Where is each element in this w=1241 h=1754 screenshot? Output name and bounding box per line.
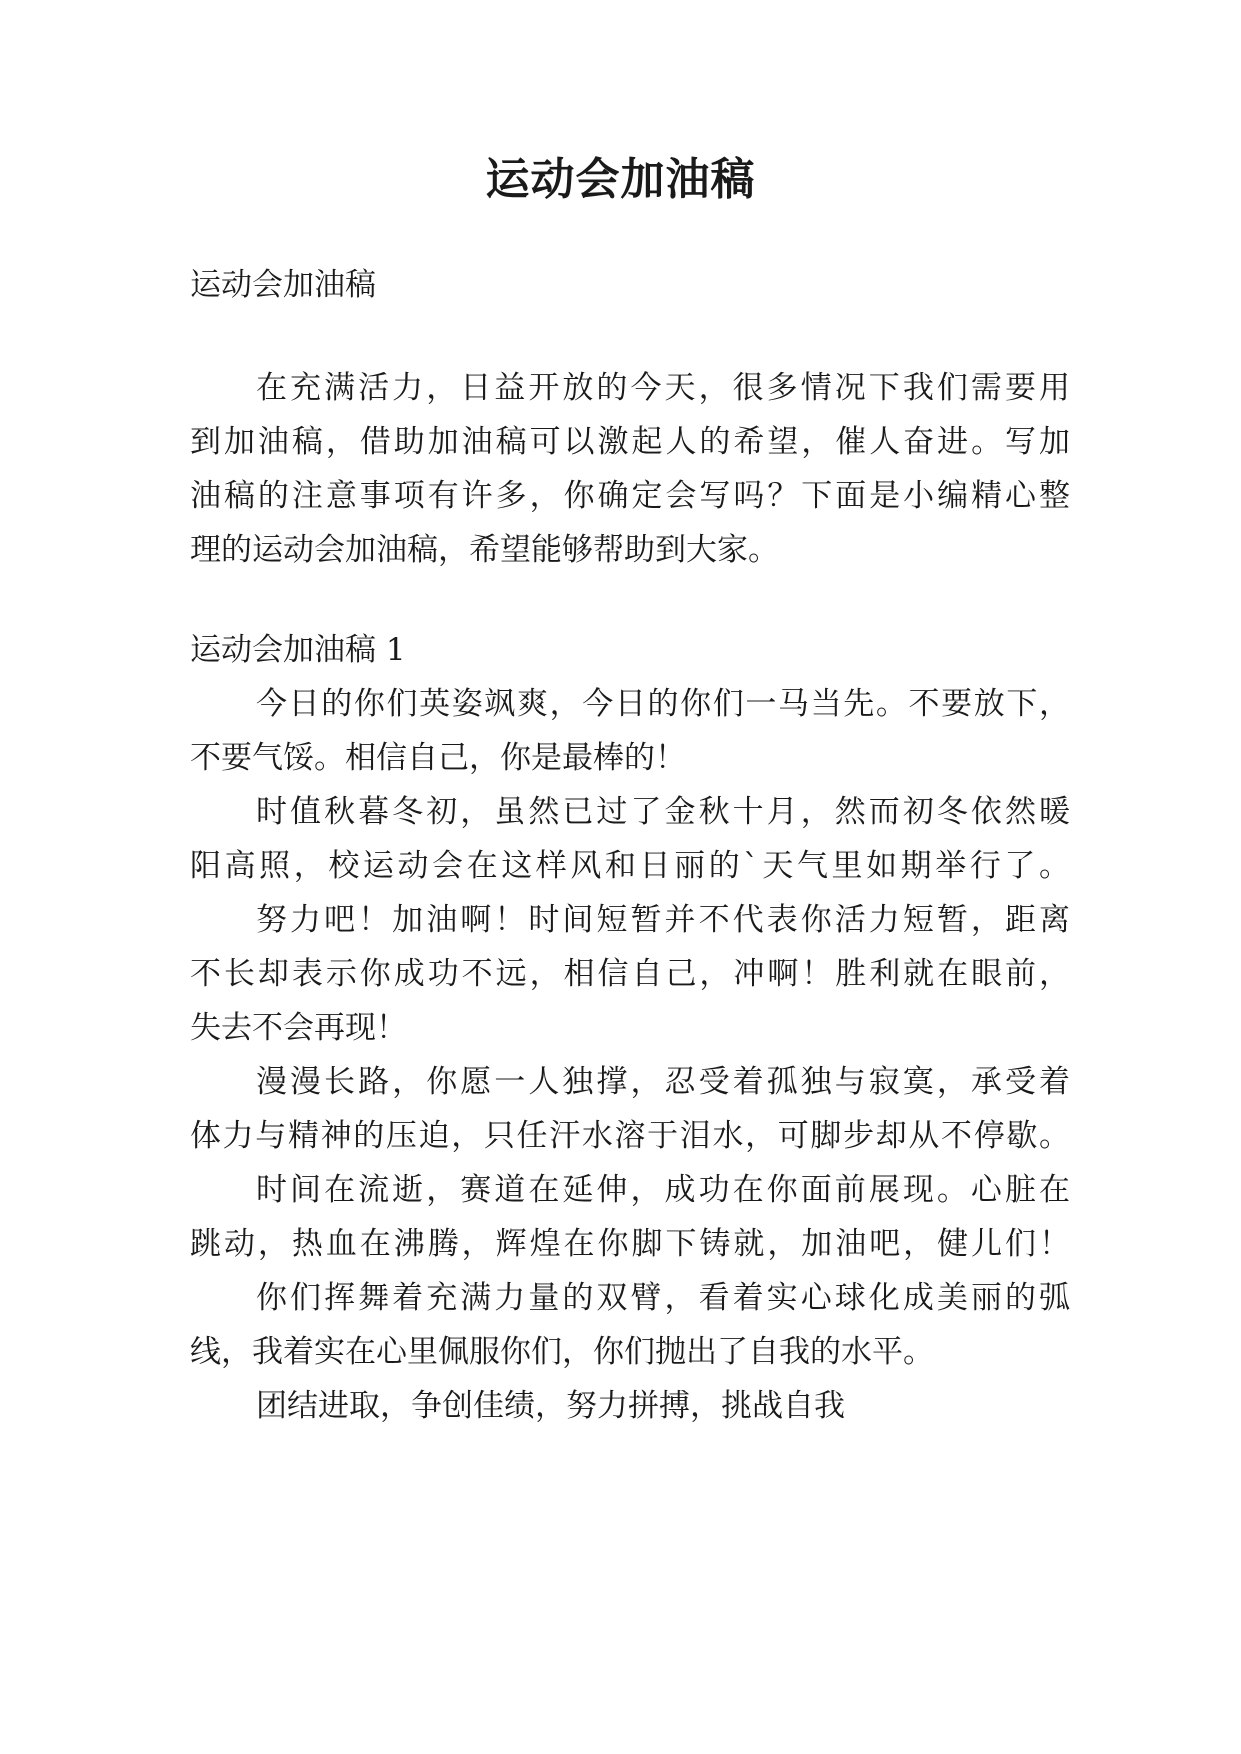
body-line: 跳动，热血在沸腾，辉煌在你脚下铸就，加油吧，健儿们！ [190,1226,1070,1262]
intro-line: 到加油稿，借助加油稿可以激起人的希望，催人奋进。写加 [190,424,1070,460]
body-line: 线，我着实在心里佩服你们，你们抛出了自我的水平。 [190,1334,934,1370]
body-line: 漫漫长路，你愿一人独撑，忍受着孤独与寂寞，承受着 [256,1064,1070,1100]
body-line: 不长却表示你成功不远，相信自己，冲啊！胜利就在眼前， [190,956,1070,992]
body-line: 今日的你们英姿飒爽，今日的你们一马当先。不要放下， [256,686,1070,722]
body-line: 不要气馁。相信自己，你是最棒的！ [190,740,686,776]
body-line: 失去不会再现！ [190,1010,407,1046]
intro-line: 在充满活力，日益开放的今天，很多情况下我们需要用 [256,370,1070,406]
body-line: 团结进取，争创佳绩，努力拼搏，挑战自我 [256,1388,845,1424]
body-line: 你们挥舞着充满力量的双臂，看着实心球化成美丽的弧 [256,1280,1070,1316]
body-line: 体力与精神的压迫，只任汗水溶于泪水，可脚步却从不停歇。 [190,1118,1070,1154]
document-subtitle: 运动会加油稿 [190,267,376,303]
intro-line: 理的运动会加油稿，希望能够帮助到大家。 [190,532,779,568]
body-line: 时值秋暮冬初，虽然已过了金秋十月，然而初冬依然暖 [256,794,1070,830]
page-title: 运动会加油稿 [485,154,756,205]
section-heading: 运动会加油稿 1 [190,632,406,668]
body-line: 时间在流逝，赛道在延伸，成功在你面前展现。心脏在 [256,1172,1070,1208]
body-line: 努力吧！加油啊！时间短暂并不代表你活力短暂，距离 [256,902,1070,938]
body-line: 阳高照，校运动会在这样风和日丽的`天气里如期举行了。 [190,848,1070,884]
intro-line: 油稿的注意事项有许多，你确定会写吗？下面是小编精心整 [190,478,1070,514]
